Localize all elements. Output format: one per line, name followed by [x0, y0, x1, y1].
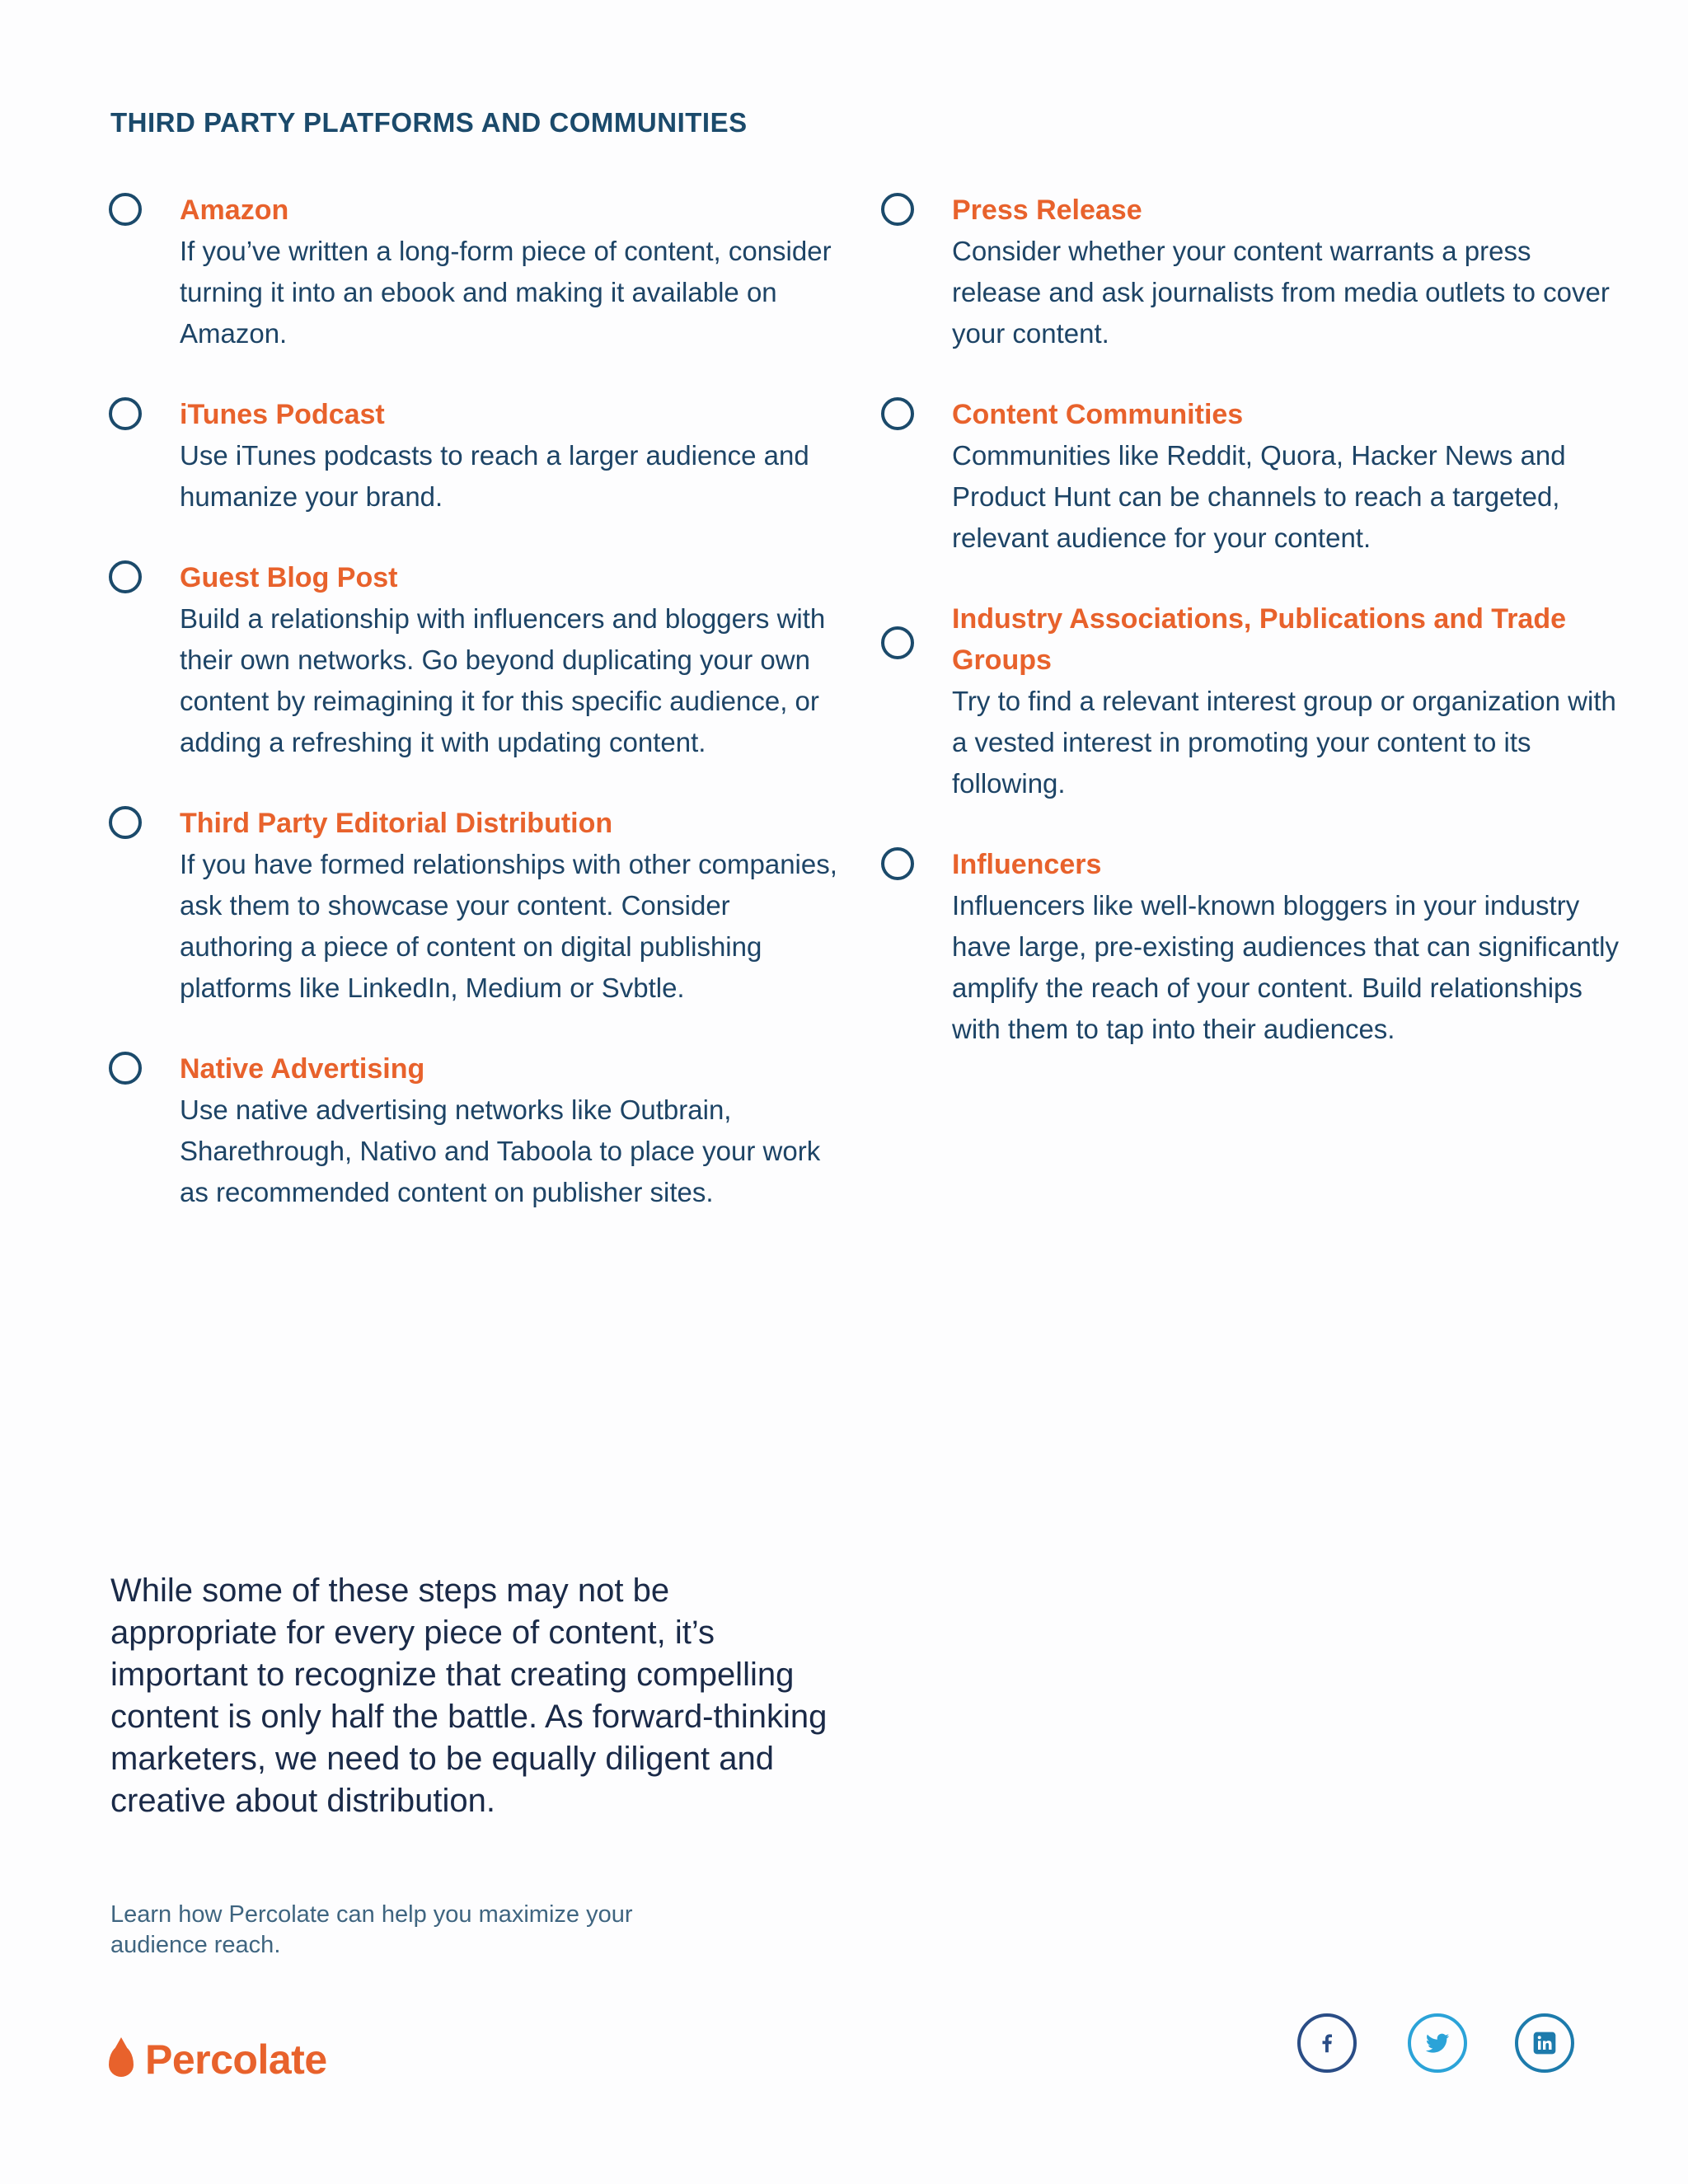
item-title: Native Advertising	[180, 1053, 425, 1085]
item-title: Content Communities	[952, 399, 1244, 430]
item-description: If you’ve written a long-form piece of content, consider turning it into an ebook and making it available on Amazon.	[180, 236, 832, 349]
checklist-item-amazon	[109, 190, 851, 354]
item-title: iTunes Podcast	[180, 399, 385, 430]
checkbox-circle-icon[interactable]	[109, 560, 142, 593]
item-title: Industry Associations, Publications and Trade Groups	[952, 603, 1567, 676]
checkbox-circle-icon[interactable]	[881, 847, 914, 880]
checklist-item-influencers	[881, 844, 1623, 1050]
conclusion-paragraph: While some of these steps may not be appropriate for every piece of content, it’s important to recognize that creating compelling content is only half the battle. As forward-thinking marketers, we need to be equally diligent and creative about distribution.	[110, 1572, 828, 1819]
item-title: Guest Blog Post	[180, 562, 398, 593]
item-title: Amazon	[180, 194, 289, 226]
item-description: Influencers like well-known bloggers in your industry have large, pre-existing audiences that can significantly amplify the reach of your content. Build relationships with them to tap into their audiences.	[952, 890, 1619, 1044]
item-description: Use iTunes podcasts to reach a larger audience and humanize your brand.	[180, 440, 809, 512]
checkbox-circle-icon[interactable]	[109, 193, 142, 226]
item-description: Consider whether your content warrants a press release and ask journalists from media outlets to cover your content.	[952, 236, 1610, 349]
percolate-logo[interactable]	[109, 2036, 327, 2083]
checklist-item-third-party-editorial	[109, 803, 851, 1009]
item-description: Communities like Reddit, Quora, Hacker News and Product Hunt can be channels to reach a targeted, relevant audience for your content.	[952, 440, 1566, 553]
checklist-item-guest-blog-post	[109, 557, 851, 763]
facebook-icon	[1315, 2031, 1339, 2055]
checklist-item-itunes-podcast	[109, 394, 851, 518]
item-description: Build a relationship with influencers and bloggers with their own networks. Go beyond duplicating your own content by reimagining it for this specific audience, or adding a refreshing it with updating content.	[180, 603, 826, 757]
facebook-button[interactable]	[1297, 2013, 1357, 2073]
checkbox-circle-icon[interactable]	[881, 626, 914, 659]
checklist-left-column	[109, 190, 851, 1253]
checkbox-circle-icon[interactable]	[881, 193, 914, 226]
twitter-icon	[1423, 2029, 1451, 2057]
item-description: If you have formed relationships with other companies, ask them to showcase your content. Consider authoring a piece of content on digital publishing platforms like LinkedIn, Medium or Svbtle.	[180, 849, 837, 1003]
checklist-right-column	[881, 190, 1623, 1090]
logo-text: Percolate	[145, 2036, 327, 2083]
checklist-item-content-communities	[881, 394, 1623, 559]
section-title: THIRD PARTY PLATFORMS AND COMMUNITIES	[110, 107, 748, 138]
checklist-item-industry-associations	[881, 598, 1623, 804]
item-title: Press Release	[952, 194, 1142, 226]
item-description: Use native advertising networks like Outbrain, Sharethrough, Nativo and Taboola to place your work as recommended content on publisher sites.	[180, 1094, 821, 1207]
learn-more-link[interactable]: Learn how Percolate can help you maximize your audience reach.	[110, 1901, 633, 1958]
twitter-button[interactable]	[1408, 2013, 1467, 2073]
checkbox-circle-icon[interactable]	[109, 806, 142, 839]
item-title: Third Party Editorial Distribution	[180, 808, 613, 839]
linkedin-button[interactable]	[1515, 2013, 1574, 2073]
linkedin-icon	[1531, 2030, 1558, 2056]
checklist-item-native-advertising	[109, 1048, 851, 1213]
checkbox-circle-icon[interactable]	[109, 1052, 142, 1085]
checklist-item-press-release	[881, 190, 1623, 354]
checkbox-circle-icon[interactable]	[109, 397, 142, 430]
item-description: Try to find a relevant interest group or organization with a vested interest in promoting your content to its following.	[952, 686, 1616, 799]
item-title: Influencers	[952, 849, 1102, 880]
droplet-icon	[109, 2046, 134, 2077]
checkbox-circle-icon[interactable]	[881, 397, 914, 430]
